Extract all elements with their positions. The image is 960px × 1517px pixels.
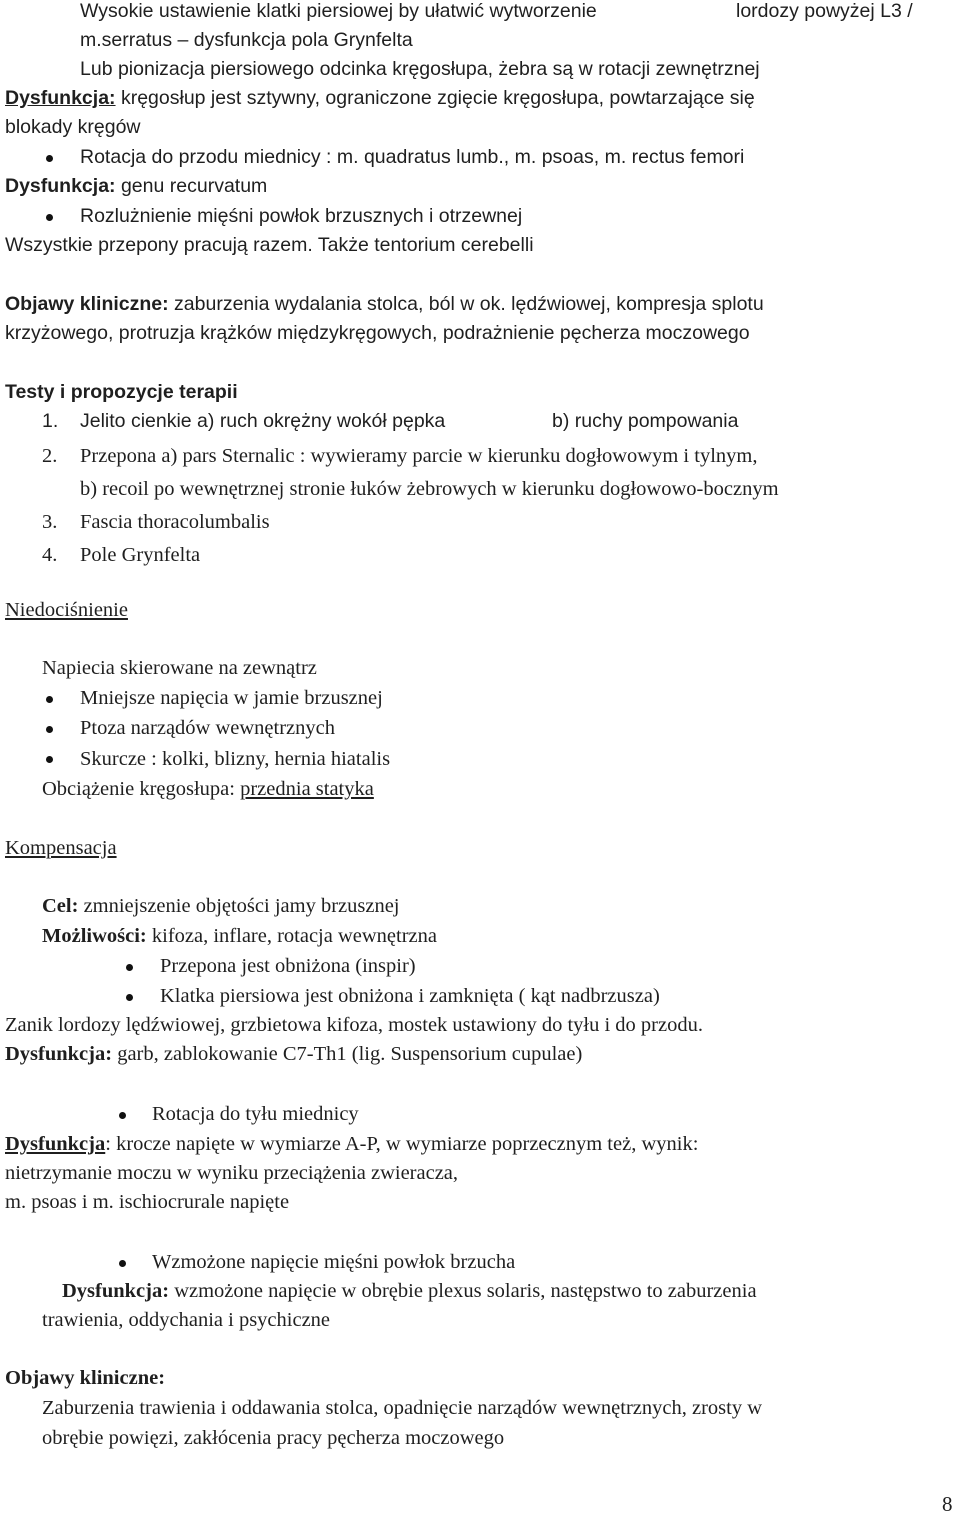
text-line: krzyżowego, protruzja krążków międzykręgowych, podrażnienie pęcherza moczowego [5, 322, 750, 344]
options-label: Możliwości: [42, 925, 147, 947]
list-item: Przepona a) pars Sternalic : wywieramy parcie w kierunku dogłowowym i tylnym, [80, 445, 758, 467]
list-item: Rotacja do przodu miednicy : m. quadratus lumb., m. psoas, m. rectus femori [80, 146, 745, 168]
text-line: m. psoas i m. ischiocrurale napięte [5, 1191, 290, 1213]
list-item: Pole Grynfelta [80, 544, 201, 566]
symptoms-label: Objawy kliniczne: [5, 1367, 166, 1389]
text-line: Cel: zmniejszenie objętości jamy brzusznej [42, 895, 400, 917]
list-number: 2. [42, 445, 58, 467]
text-line: Możliwości: kifoza, inflare, rotacja wewnętrzna [42, 925, 438, 947]
bullet-icon [119, 1112, 126, 1119]
bullet-icon [119, 1260, 126, 1267]
text-line: Dysfunkcja: kręgosłup jest sztywny, ograniczone zgięcie kręgosłupa, powtarzające się [5, 87, 755, 109]
dysfunction-label: Dysfunkcja: [5, 1043, 113, 1065]
text-line: Objawy kliniczne: zaburzenia wydalania stolca, ból w ok. lędźwiowej, kompresja splotu [5, 293, 764, 315]
bullet-icon [126, 994, 133, 1001]
list-item: Skurcze : kolki, blizny, hernia hiatalis [80, 748, 391, 770]
bullet-icon [46, 696, 53, 703]
text-line: Dysfunkcja: garb, zablokowanie C7-Th1 (lig. Suspensorium cupulae) [5, 1043, 583, 1065]
list-item: Fascia thoracolumbalis [80, 511, 270, 533]
list-item: Wzmożone napięcie mięśni powłok brzucha [152, 1251, 516, 1273]
text-line: lordozy powyżej L3 / [736, 0, 913, 22]
text-line: nietrzymanie moczu w wyniku przeciążenia zwieracza, [5, 1162, 459, 1184]
dysfunction-label: Dysfunkcja [5, 1133, 106, 1155]
text-line: Dysfunkcja: krocze napięte w wymiarze A-P, w wymiarze poprzecznym też, wynik: [5, 1133, 699, 1155]
bullet-icon [46, 726, 53, 733]
text-line: Wszystkie przepony pracują razem. Także tentorium cerebelli [5, 234, 534, 256]
section-heading: Kompensacja [5, 837, 117, 859]
list-item: b) ruchy pompowania [552, 410, 739, 432]
dysfunction-label: Dysfunkcja: [5, 175, 116, 197]
bullet-icon [46, 214, 53, 221]
list-number: 3. [42, 511, 58, 533]
text-line: Wysokie ustawienie klatki piersiowej by ułatwić wytworzenie [80, 0, 597, 22]
text-line: Zaburzenia trawienia i oddawania stolca, opadnięcie narządów wewnętrznych, zrosty w [42, 1397, 763, 1419]
text-line: Obciążenie kręgosłupa: przednia statyka [42, 778, 374, 800]
list-item: Przepona jest obniżona (inspir) [160, 955, 416, 977]
symptoms-label: Objawy kliniczne: [5, 293, 169, 315]
list-item: Mniejsze napięcia w jamie brzusznej [80, 687, 383, 709]
page-number: 8 [942, 1492, 953, 1516]
section-heading: Niedociśnienie [5, 599, 128, 621]
bullet-icon [46, 155, 53, 162]
text-line: trawienia, oddychania i psychiczne [42, 1309, 331, 1331]
section-heading: Testy i propozycje terapii [5, 381, 238, 403]
bullet-icon [126, 964, 133, 971]
list-item: Ptoza narządów wewnętrznych [80, 717, 335, 739]
text-line: obrębie powięzi, zakłócenia pracy pęcherza moczowego [42, 1427, 505, 1449]
list-item: Rotacja do tyłu miednicy [152, 1103, 359, 1125]
bullet-icon [46, 756, 53, 763]
underlined-text: przednia statyka [240, 778, 374, 800]
text-line: blokady kręgów [5, 116, 141, 138]
text-line: b) recoil po wewnętrznej stronie łuków żebrowych w kierunku dogłowowo-bocznym [80, 478, 779, 500]
text-line: Lub pionizacja piersiowego odcinka kręgosłupa, żebra są w rotacji zewnętrznej [80, 58, 760, 80]
text-line: Zanik lordozy lędźwiowej, grzbietowa kifoza, mostek ustawiony do tyłu i do przodu. [5, 1014, 703, 1036]
list-number: 4. [42, 544, 58, 566]
text-line: Napiecia skierowane na zewnątrz [42, 657, 317, 679]
text-line: Dysfunkcja: wzmożone napięcie w obrębie plexus solaris, następstwo to zaburzenia [62, 1280, 757, 1302]
list-number: 1. [42, 410, 59, 432]
dysfunction-label: Dysfunkcja: [62, 1280, 170, 1302]
text-line: Dysfunkcja: genu recurvatum [5, 175, 268, 197]
goal-label: Cel: [42, 895, 79, 917]
list-item: Jelito cienkie a) ruch okrężny wokół pępka [80, 410, 446, 432]
list-item: Klatka piersiowa jest obniżona i zamknięta ( kąt nadbrzusza) [160, 985, 660, 1007]
text-line: m.serratus – dysfunkcja pola Grynfelta [80, 29, 413, 51]
list-item: Rozlużnienie mięśni powłok brzusznych i otrzewnej [80, 205, 523, 227]
dysfunction-label: Dysfunkcja: [5, 87, 116, 109]
